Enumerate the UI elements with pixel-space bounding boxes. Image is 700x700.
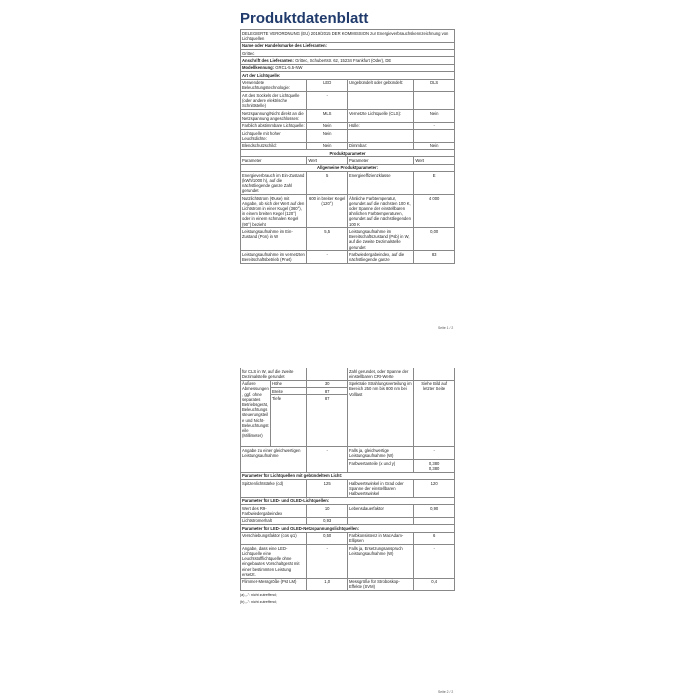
column-header: Wert [307, 157, 348, 164]
param-value: 600 in breiter Kegel (120°) [307, 195, 348, 228]
param-value: 4 000 [414, 195, 455, 228]
chroma-y: 0,380 [428, 465, 440, 471]
param-label: Messgröße für Stroboskop-Effekte (SVM) [347, 578, 413, 591]
table-row [241, 228, 455, 251]
param-label: Ähnliche Farbtemperatur, gerundet auf die nächsten 100 K, oder Spanne der einstellbaren ähnlichen Farbtemperaturen, gerundet auf die nächstliegenden 100 K [347, 195, 413, 228]
dimensions-label: Äußere Abmessungen, ggf. ohne separates Betriebsgerät, Beleuchtungssteuerungsteile und Nicht-Beleuchtungsteile (Millimeter) [241, 380, 271, 447]
param-value: E [414, 172, 455, 195]
table-row [241, 578, 455, 591]
continued-label: Zahl gerundet, oder Spanne der einstellbaren CRI-Werte [347, 368, 413, 380]
datasheet-table-page-1 [240, 29, 455, 264]
column-header-row [241, 157, 455, 164]
param-value: 10 [307, 505, 348, 518]
address-label: Anschrift des Lieferanten: [242, 57, 294, 63]
param-value: - [307, 251, 348, 264]
param-value: Nein [307, 122, 348, 129]
param-value: - [307, 92, 348, 110]
dimension-name: Tiefe [270, 395, 306, 447]
param-label: Wert des R9-Farbwiedergabeindex [241, 505, 307, 518]
param-value [414, 129, 455, 142]
param-label: Ungebündelt oder gebündelt: [347, 79, 413, 92]
mains-header: Parameter für LED- und OLED-Netzspannungslichtquellen: [241, 525, 455, 532]
param-value: 0,90 [414, 505, 455, 518]
page-footer-2: Seite 2 / 2 [438, 690, 454, 694]
param-value: 5,5 [307, 228, 348, 251]
param-value [414, 517, 455, 524]
page-footer-1: Seite 1 / 2 [438, 326, 454, 330]
table-row [241, 79, 455, 92]
param-value: 120 [414, 479, 455, 497]
param-value: - [414, 122, 455, 129]
param-value: Nein [307, 142, 348, 149]
table-row [241, 195, 455, 228]
supplier-name: Grittec [241, 49, 455, 56]
led-header: Parameter für LED- und OLED-Lichtquellen: [241, 497, 455, 504]
continued-label: für CLS in W, auf die zweite Dezimalstelle gerundet [241, 368, 307, 380]
table-row [241, 122, 455, 129]
address-value: Grittec, Schubertstr. 62, 15234 Frankfurt (Oder), DE [295, 57, 392, 63]
datasheet-page-2 [240, 368, 455, 605]
page-title: Produktdatenblatt [240, 10, 369, 27]
address-row [241, 57, 455, 64]
param-label: Blendschutzschild: [241, 142, 307, 149]
spectral-value: Siehe Bild auf letzter Seite [414, 380, 455, 447]
datasheet-page-1 [240, 10, 455, 264]
model-value: GRCL-5.5-NW [275, 65, 303, 71]
table-row [241, 479, 455, 497]
param-label: Leistungsaufnahme im vernetzten Bereitschaftsbetrieb (Pnet) [242, 252, 305, 263]
chroma-x: 0,380 [428, 460, 440, 466]
type-header: Art der Lichtquelle: [241, 72, 455, 79]
param-label: Energieverbrauch im Ein-Zustand (kWh/1000 h), auf die nächstliegende ganze Zahl gerundet [241, 172, 307, 195]
datasheet-table-page-2 [240, 368, 455, 591]
param-value: 0,50 [307, 532, 348, 545]
param-label [347, 517, 413, 524]
table-row [241, 380, 455, 387]
param-label: Flimmer-Messgröße (Pst LM) [241, 578, 307, 591]
footnote: (b) „-": nicht zutreffend; [240, 600, 277, 605]
equiv-label: Angabe zu einer gleichwertigen Leistungsaufnahme [241, 447, 307, 472]
param-label [347, 92, 413, 110]
param-value: - [307, 545, 348, 578]
table-row [241, 545, 455, 578]
table-row [241, 172, 455, 195]
model-row [241, 64, 455, 71]
table-row [241, 368, 455, 380]
param-label: Farbwiedergabeindex, auf die nächstliegende ganze [347, 251, 413, 264]
param-label: Nutzlichtstrom (Φuse) mit Angabe, ob sich der Wert auf den Lichtstrom in einer Kugel (360°), in einem breiten Kegel (120°) oder in einem schmalen Kegel (90°) bezieht [241, 195, 307, 228]
param-label: Spitzenlichtstärke (cd) [241, 479, 307, 497]
chroma-label: Farbwertanteile (x und y) [347, 459, 413, 472]
table-row [241, 129, 455, 142]
column-header: Wert [414, 157, 455, 164]
empty-cell [307, 368, 348, 380]
directional-header: Parameter für Lichtquellen mit gebündeltem Licht: [241, 472, 455, 479]
column-header: Parameter [241, 157, 307, 164]
param-value: Nein [307, 129, 348, 142]
table-row [241, 92, 455, 110]
param-label: Farblich abstimmbare Lichtquelle: [241, 122, 307, 129]
param-label: Farbkonsistenz in MacAdam-Ellipsen [347, 532, 413, 545]
param-label: Verwendete Beleuchtungstechnologie: [241, 79, 307, 92]
footnote: (a) „-": nicht zutreffend; [240, 593, 277, 598]
dimension-value: 87 [307, 395, 348, 447]
param-label: Leistungsaufnahme im Ein-Zustand (Pon) in W [241, 228, 307, 251]
param-label: Leistungsaufnahme im Bereitschaftszustand (Psb) in W, auf die zweite Dezimalstelle gerundet [347, 228, 413, 251]
param-label: Verschiebungsfaktor (cos φ1) [241, 532, 307, 545]
column-header: Parameter [347, 157, 413, 164]
param-label [347, 129, 413, 142]
empty-cell [414, 368, 455, 380]
param-label: Vernetzte Lichtquelle (CLS): [347, 109, 413, 122]
param-value: LED [307, 79, 348, 92]
param-label: Angabe, dass eine LED-Lichtquelle eine Leuchtstofflichtquelle ohne eingebautes Vorschaltgerät mit einer bestimmten Leistung ersetzt. [241, 545, 307, 578]
param-label: Lebensdauerfaktor [347, 505, 413, 518]
dimension-value: 87 [307, 387, 348, 394]
equiv-right-label: Falls ja, gleichwertige Leistungsaufnahme (W) [347, 447, 413, 460]
dimension-name: Höhe [270, 380, 306, 387]
product-params-header: Produktparameter [241, 149, 455, 156]
param-label: Halbwertswinkel in Grad oder Spanne der einstellbaren Halbwertswinkel [347, 479, 413, 497]
table-row [241, 109, 455, 122]
equiv-value: - [307, 447, 348, 472]
param-value: 83 [414, 251, 455, 264]
spectral-label: Spektrale Strahlungsverteilung im Bereich 250 nm bis 800 nm bei Volllast [347, 380, 413, 447]
table-row [241, 251, 455, 264]
dimension-name: Breite [270, 387, 306, 394]
param-value: Nein [414, 109, 455, 122]
param-label: Hülle: [347, 122, 413, 129]
param-label: Art des Sockels der Lichtquelle (oder andere elektrische Schnittstelle) [241, 92, 307, 110]
dimension-value: 30 [307, 380, 348, 387]
param-value: 0,4 [414, 578, 455, 591]
table-row [241, 532, 455, 545]
param-value: 0,93 [307, 517, 348, 524]
table-row [241, 517, 455, 524]
param-label: Netzspannung/Nicht direkt an die Netzspannung angeschlossen: [241, 109, 307, 122]
param-value: DLS [414, 79, 455, 92]
param-value [414, 92, 455, 110]
param-label: Lichtquelle mit hoher Leuchtdichte: [241, 129, 307, 142]
table-row [241, 447, 455, 460]
param-label: Lichtstromerhalt [241, 517, 307, 524]
param-value: 6 [414, 532, 455, 545]
param-value: MLS [307, 109, 348, 122]
param-value: Nein [414, 142, 455, 149]
param-value: - [414, 545, 455, 578]
param-value: 5 [307, 172, 348, 195]
chroma-values [414, 459, 455, 472]
param-value: 0,00 [414, 228, 455, 251]
equiv-right-value: - [414, 447, 455, 460]
general-params-header: Allgemeine Produktparameter: [241, 164, 455, 171]
param-label: Dimmbar: [347, 142, 413, 149]
supplier-name-label: Name oder Handelsmarke des Lieferanten: [241, 42, 455, 49]
model-label: Modellkennung: [242, 65, 275, 71]
table-row [241, 142, 455, 149]
table-row [241, 505, 455, 518]
regulation-text: DELEGIERTE VERORDNUNG (EU) 2019/2015 DER KOMMISSION zur Energieverbrauchskennzeichnung von Lichtquellen [241, 30, 455, 43]
param-value: 1,0 [307, 578, 348, 591]
param-value: 125 [307, 479, 348, 497]
param-label: Falls ja, Ersetzungsanspruch Leistungsaufnahme (W) [347, 545, 413, 578]
param-label: Energieeffizienzklasse [347, 172, 413, 195]
